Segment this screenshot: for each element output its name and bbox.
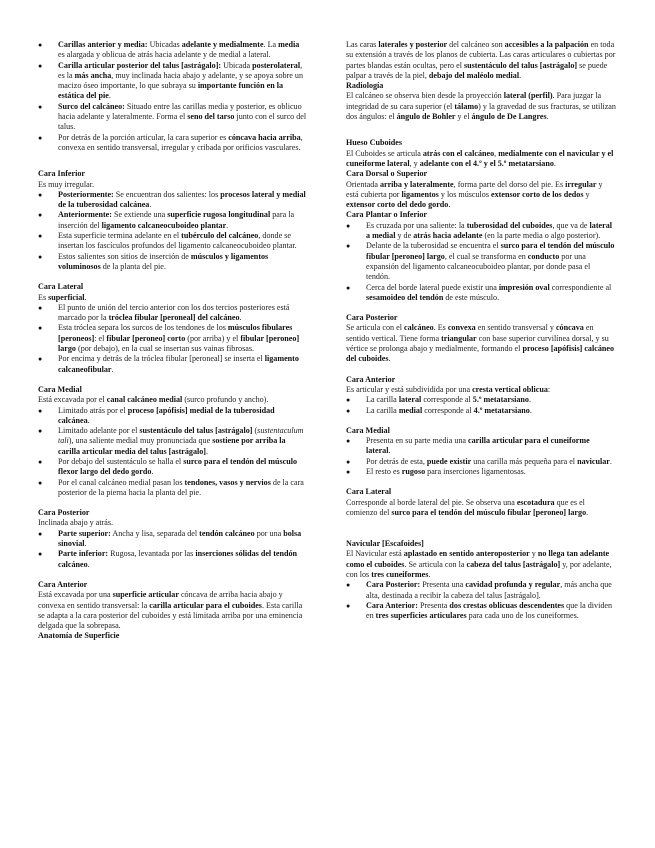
section-heading: Cara Posterior (38, 508, 90, 518)
section-heading: Cara Dorsal o Superior (346, 169, 428, 179)
list-item: ● Cara Anterior: Presenta dos crestas oblicuas descendentes que la dividen en tres superficies articulares para cada uno de los cuneiformes. (346, 601, 616, 622)
list-item: ● Es cruzada por una saliente: la tuberosidad del cuboides, que va de lateral a medial y de atrás hacia adelante (en la parte media o algo posterior). (346, 221, 616, 242)
right-column (346, 40, 616, 622)
section-heading: Cara Lateral (346, 487, 392, 497)
section-heading: Cara Anterior (346, 374, 396, 384)
list-item: ● Esta tróclea separa los surcos de los tendones de los músculos fibulares [peroneos]: el fibular [peroneo] corto (por arriba) y el fibular [peroneo] largo (por debajo), en la cual se insertan sus vainas fibrosas. (38, 323, 308, 354)
section-heading-anatomia: Anatomía de Superficie (38, 631, 120, 641)
list-item: ● Posteriormente: Se encuentran dos salientes: los procesos lateral y medial de la tuberosidad calcánea. (38, 190, 308, 211)
cara-anterior-list (346, 395, 616, 416)
section-heading: Cara Lateral (38, 282, 84, 292)
section-paragraph: El Cuboides se articula atrás con el calcáneo, medialmente con el navicular y el cuneiforme lateral, y adelante con el 4.º y el 5.º metatarsiano. (346, 148, 614, 168)
section-paragraph: El Navicular está aplastado en sentido anteroposterior y no llega tan adelante como el cuboides. Se articula con la cabeza del talus [astrágalo] y, por adelante, con los tres cuneiformes. (346, 549, 612, 580)
list-item: ● Cara Posterior: Presenta una cavidad profunda y regular, más ancha que alta, destinada a recibir la cabeza del talus [astrágalo]. (346, 580, 616, 601)
cara-inferior-list (38, 190, 308, 272)
list-item: ● Estos salientes son sitios de inserción de músculos y ligamentos voluminosos de la planta del pie. (38, 252, 308, 273)
anatomia-paragraph: Las caras laterales y posterior del calcáneo son accesibles a la palpación en toda su extensión a través de los planos de cubierta. Las caras articulares o cubiertas por partes blandas están ocultas, pero el sustentáculo del talus [astrágalo] se puede palpar a través de la piel, debajo del maléolo medial. (346, 40, 616, 80)
list-item: ● Parte inferior: Rugosa, levantada por las inserciones sólidas del tendón calcáneo. (38, 549, 308, 570)
navicular-list (346, 580, 616, 621)
section-heading: Cara Posterior (346, 313, 398, 323)
list-item: ● Por encima y detrás de la tróclea fibular [peroneal] se inserta el ligamento calcaneofibular. (38, 354, 308, 375)
list-item: ● La carilla lateral corresponde al 5.º metatarsiano. (346, 395, 616, 405)
section-cara-medial (38, 385, 308, 498)
list-item: ● Delante de la tuberosidad se encuentra el surco para el tendón del músculo fibular [peroneo] largo, el cual se transforma en conducto por una expansión del ligamento calcaneocuboideo plantar, por donde pasa el tendón. (346, 241, 616, 282)
list-item: ● Presenta en su parte media una carilla articular para el cuneiforme lateral. (346, 436, 616, 457)
calcaneo-superior-list (38, 40, 308, 153)
section-paragraph: Es articular y está subdividida por una cresta vertical oblicua: (346, 384, 551, 394)
section-cara-anterior (38, 580, 308, 642)
list-item: ● El punto de unión del tercio anterior con los dos tercios posteriores está marcado por la tróclea fibular [peroneal] del calcáneo. (38, 303, 308, 324)
section-intro: Está excavada por el canal calcáneo medial (surco profundo y ancho). (38, 395, 269, 405)
section-cuboides (346, 138, 616, 169)
section-paragraph: Se articula con el calcáneo. Es convexa en sentido transversal y cóncava en sentido vertical. Tiene forma triangular con base superior curvilínea dorsal, y su vértice se prolonga abajo y medialmente, formando el proceso [apófisis] calcáneo del cuboides. (346, 323, 615, 364)
section-cara-posterior (38, 508, 308, 570)
section-intro: Inclinada abajo y atrás. (38, 518, 114, 528)
list-item: ● Limitado adelante por el sustentáculo del talus [astrágalo] (sustentaculum tali), una saliente medial muy pronunciada que sostiene por arriba la carilla articular media del talus [astrágalo]. (38, 426, 308, 457)
section-cara-lateral (38, 282, 308, 375)
cara-plantar-list (346, 221, 616, 303)
section-cara-anterior-cuboides (346, 375, 616, 416)
section-cara-posterior-cuboides (346, 313, 616, 364)
list-item: ● Por debajo del sustentáculo se halla el surco para el tendón del músculo flexor largo del dedo gordo. (38, 457, 308, 478)
section-heading: Navicular [Escafoides] (346, 539, 424, 549)
section-heading: Cara Plantar o Inferior (346, 210, 427, 220)
section-cara-lateral-cuboides (346, 487, 616, 518)
list-item: ● Parte superior: Ancha y lisa, separada del tendón calcáneo por una bolsa sinovial. (38, 529, 308, 550)
section-paragraph: El calcáneo se observa bien desde la proyección lateral (perfil). Para juzgar la integridad de su cara superior (el tálamo) y la gravedad de sus fracturas, se utilizan dos ángulos: el ángulo de Bohler y el ángulo de De Langres. (346, 91, 616, 122)
section-navicular (346, 539, 616, 621)
cara-medial-cuboides-list (346, 436, 616, 477)
list-item: ● Por detrás de esta, puede existir una carilla más pequeña para el navicular. (346, 457, 616, 467)
section-intro: Es muy irregular. (38, 179, 94, 189)
list-item: ● Por detrás de la porción articular, la cara superior es cóncava hacia arriba, convexa en sentido transversal, irregular y cribada por orificios vasculares. (38, 133, 308, 154)
list-item: ● Anteriormente: Se extiende una superficie rugosa longitudinal para la inserción del ligamento calcaneocuboideo plantar. (38, 210, 308, 231)
section-intro: Es superficial. (38, 292, 87, 302)
section-heading: Cara Anterior (38, 579, 88, 589)
section-cara-dorsal (346, 169, 616, 210)
left-column (38, 40, 308, 642)
list-item: ● Carilla articular posterior del talus [astrágalo]: Ubicada posterolateral, es la más ancha, muy inclinada hacia abajo y adelante, y se apoya sobre un macizo óseo importante, lo que subraya su importante función en la estática del pie. (38, 61, 308, 102)
list-item: ● Por el canal calcáneo medial pasan los tendones, vasos y nervios de la cara posterior de la pierna hacia la planta del pie. (38, 478, 308, 499)
cara-lateral-list (38, 303, 308, 375)
list-item: ● Cerca del borde lateral puede existir una impresión oval correspondiente al sesamoideo del tendón de este músculo. (346, 283, 616, 304)
cara-posterior-list (38, 529, 308, 570)
section-radiologia (346, 81, 616, 122)
list-item: ● Limitado atrás por el proceso [apófisis] medial de la tuberosidad calcánea. (38, 406, 308, 427)
section-paragraph: Corresponde al borde lateral del pie. Se observa una escotadura que es el comienzo del surco para el tendón del músculo fibular [peroneo] largo. (346, 497, 589, 517)
section-cara-medial-cuboides (346, 426, 616, 477)
list-item: ● La carilla medial corresponde al 4.º metatarsiano. (346, 406, 616, 416)
section-heading: Hueso Cuboides (346, 138, 402, 148)
section-heading: Cara Medial (346, 425, 390, 435)
section-cara-plantar (346, 210, 616, 303)
section-heading: Cara Medial (38, 384, 82, 394)
list-item: ● El resto es rugoso para inserciones ligamentosas. (346, 467, 616, 477)
list-item: ● Surco del calcáneo: Situado entre las carillas media y posterior, es oblicuo hacia adelante y lateralmente. Forma el seno del tarso junto con el surco del talus. (38, 102, 308, 133)
cara-medial-list (38, 406, 308, 499)
section-cara-inferior (38, 169, 308, 272)
list-item: ● Carillas anterior y media: Ubicadas adelante y medialmente. La media es alargada y oblicua de atrás hacia adelante y de medial a lateral. (38, 40, 308, 61)
section-heading: Cara Inferior (38, 169, 85, 179)
section-heading: Radiología (346, 81, 384, 91)
list-item: ● Esta superficie termina adelante en el tubérculo del calcáneo, donde se insertan los fascículos profundos del ligamento calcaneocuboideo plantar. (38, 231, 308, 252)
section-paragraph: Orientada arriba y lateralmente, forma parte del dorso del pie. Es irregular y está cubierta por ligamentos y los músculos extensor corto de los dedos y extensor corto del dedo gordo. (346, 179, 603, 210)
section-paragraph: Está excavada por una superficie articular cóncava de arriba hacia abajo y convexa en sentido transversal: la carilla articular para el cuboides. Esta carilla se adapta a la cara posterior del cuboides y está limitada arriba por una eminencia delgada que la sobrepasa. (38, 590, 303, 631)
